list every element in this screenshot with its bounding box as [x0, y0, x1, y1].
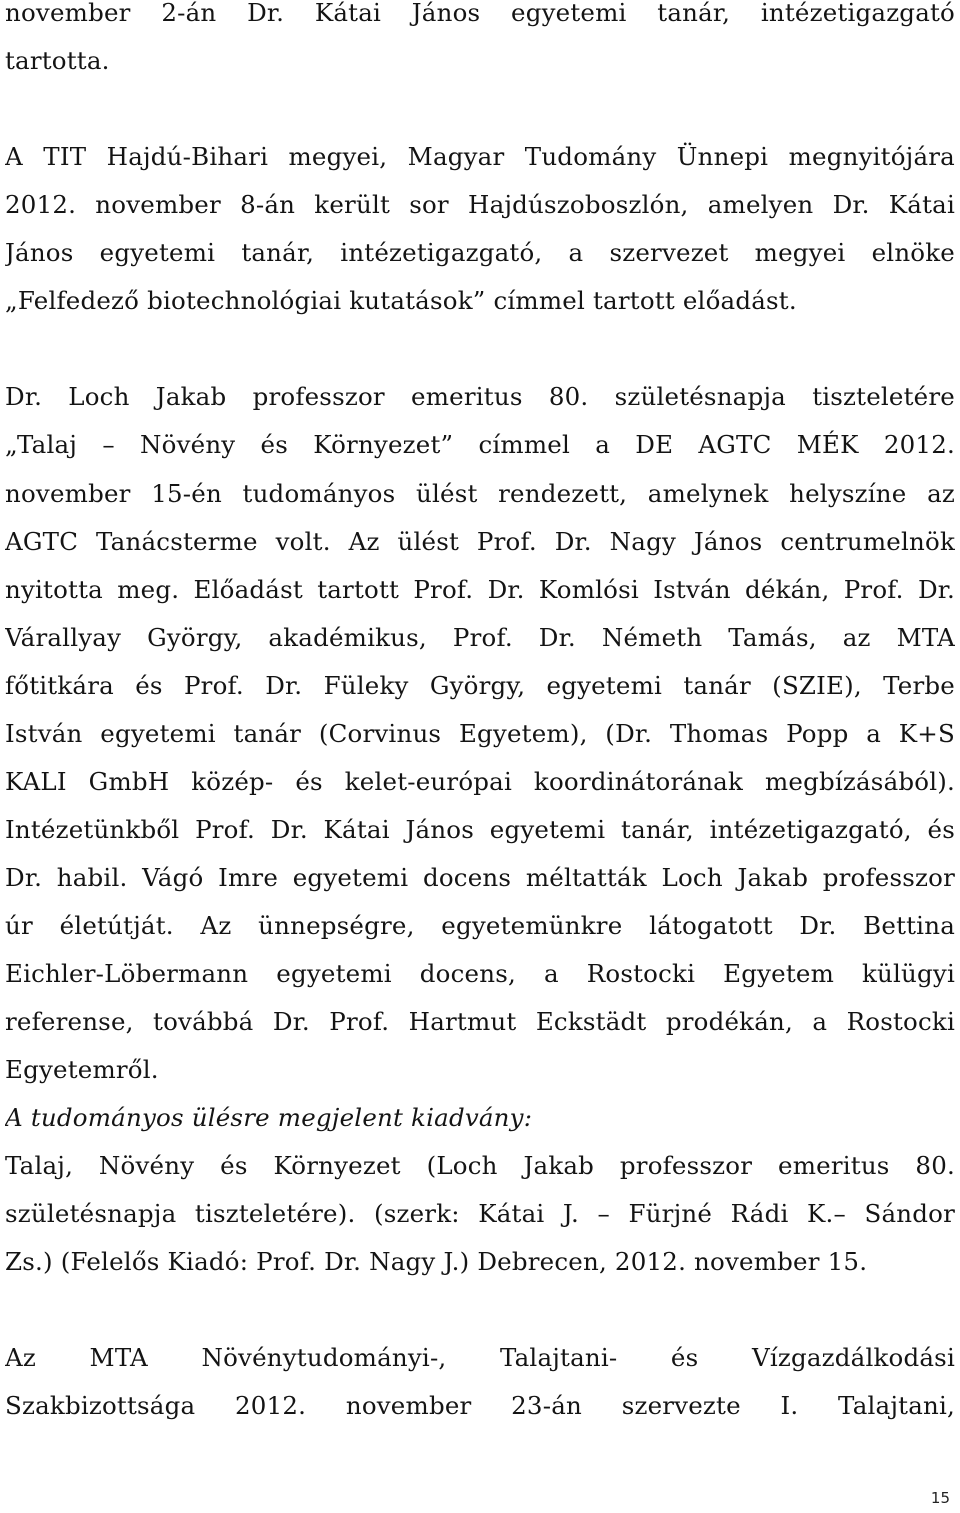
text-line: Intézetünkből Prof. Dr. Kátai János egyetemi tanár, intézetigazgató, és: [5, 815, 955, 844]
text-line: Zs.) (Felelős Kiadó: Prof. Dr. Nagy J.) Debrecen, 2012. november 15.: [5, 1247, 868, 1276]
text-line: Talaj, Növény és Környezet (Loch Jakab professzor emeritus 80.: [5, 1151, 955, 1180]
text-line: Dr. Loch Jakab professzor emeritus 80. születésnapja tiszteletére: [5, 382, 955, 411]
text-line: KALI GmbH közép- és kelet-európai koordinátorának megbízásából).: [5, 767, 955, 796]
text-line: referense, továbbá Dr. Prof. Hartmut Eckstädt prodékán, a Rostocki: [5, 1007, 955, 1036]
text-line: nyitotta meg. Előadást tartott Prof. Dr. Komlósi István dékán, Prof. Dr.: [5, 575, 955, 604]
page-number: 15: [930, 1489, 950, 1507]
text-line: János egyetemi tanár, intézetigazgató, a szervezet megyei elnöke: [5, 238, 955, 267]
text-line: Egyetemről.: [5, 1055, 159, 1084]
text-line: tartotta.: [5, 46, 110, 75]
text-line: A TIT Hajdú-Bihari megyei, Magyar Tudomány Ünnepi megnyitójára: [5, 142, 955, 171]
text-line: november 15-én tudományos ülést rendezett, amelynek helyszíne az: [5, 479, 955, 508]
publication-heading: A tudományos ülésre megjelent kiadvány:: [5, 1103, 533, 1132]
text-line: főtitkára és Prof. Dr. Füleky György, egyetemi tanár (SZIE), Terbe: [5, 671, 955, 700]
text-line: Eichler-Löbermann egyetemi docens, a Rostocki Egyetem külügyi: [5, 959, 955, 988]
text-line: úr életútját. Az ünnepségre, egyetemünkre látogatott Dr. Bettina: [5, 911, 955, 940]
text-line: születésnapja tiszteletére). (szerk: Kátai J. – Fürjné Rádi K.– Sándor: [5, 1199, 955, 1228]
text-line: Dr. habil. Vágó Imre egyetemi docens méltatták Loch Jakab professzor: [5, 863, 955, 892]
text-line: 2012. november 8-án került sor Hajdúszoboszlón, amelyen Dr. Kátai: [5, 190, 955, 219]
text-line: Az MTA Növénytudományi-, Talajtani- és Vízgazdálkodási: [5, 1343, 955, 1372]
text-line: november 2-án Dr. Kátai János egyetemi tanár, intézetigazgató: [5, 0, 955, 27]
text-line: AGTC Tanácsterme volt. Az ülést Prof. Dr. Nagy János centrumelnök: [5, 527, 955, 556]
text-line: Szakbizottsága 2012. november 23-án szervezte I. Talajtani,: [5, 1391, 955, 1420]
text-line: „Talaj – Növény és Környezet” címmel a DE AGTC MÉK 2012.: [5, 430, 955, 459]
text-line: István egyetemi tanár (Corvinus Egyetem), (Dr. Thomas Popp a K+S: [5, 719, 955, 748]
text-line: Várallyay György, akadémikus, Prof. Dr. Németh Tamás, az MTA: [5, 623, 955, 652]
text-line: „Felfedező biotechnológiai kutatások” címmel tartott előadást.: [5, 286, 797, 315]
